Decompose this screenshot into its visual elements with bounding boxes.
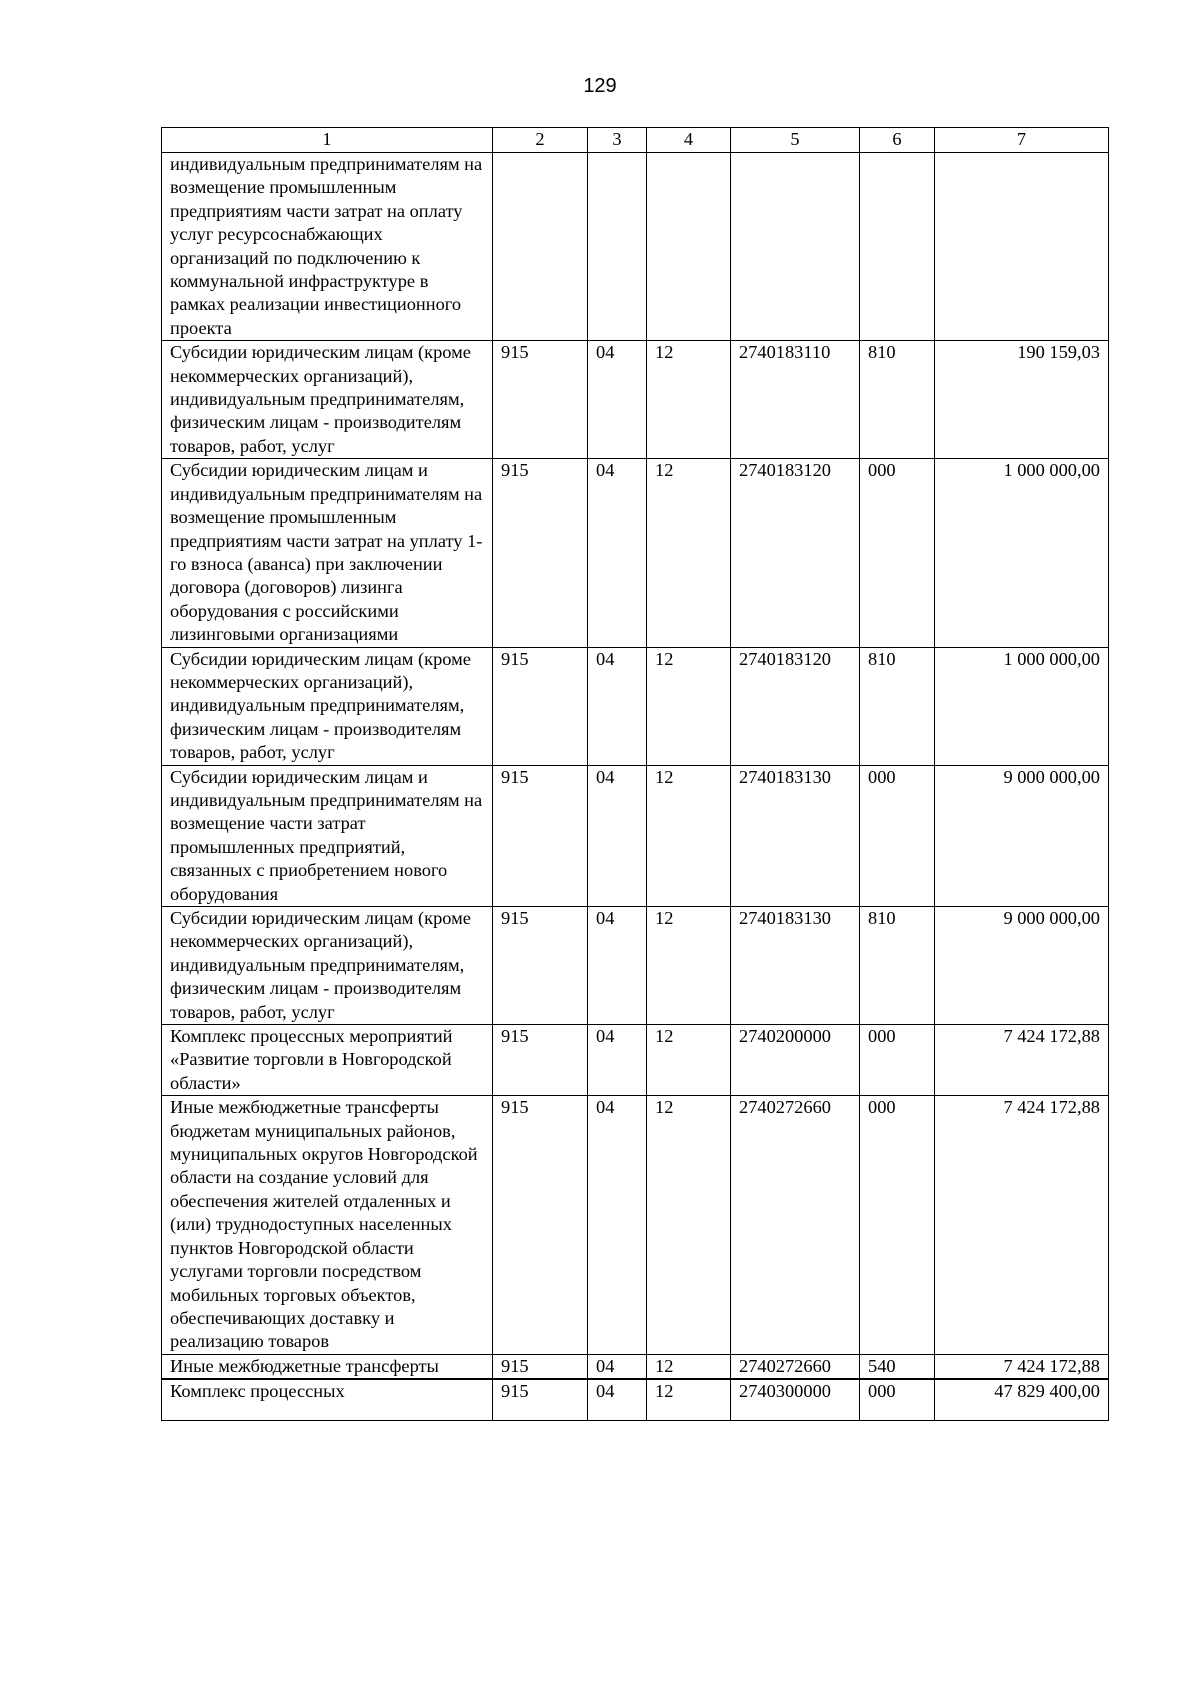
row-section-code: 04 [588,765,647,906]
table-row [162,1354,1109,1379]
row-expense-type: 810 [860,341,935,459]
row-expense-type: 000 [860,1025,935,1096]
table-row [162,1025,1109,1096]
row-section-code: 04 [588,647,647,765]
row-expense-type: 810 [860,907,935,1025]
row-target-code: 2740272660 [731,1096,860,1354]
row-section-code: 04 [588,1096,647,1354]
row-target-code: 2740183110 [731,341,860,459]
row-target-code: 2740183120 [731,647,860,765]
row-ministry-code: 915 [493,341,588,459]
row-subsection-code: 12 [647,1354,731,1379]
column-header-5: 5 [731,128,860,153]
row-expense-type [860,153,935,341]
row-amount: 7 424 172,88 [935,1025,1109,1096]
row-expense-type: 000 [860,1096,935,1354]
row-ministry-code: 915 [493,765,588,906]
table-row [162,1379,1109,1420]
row-name: Субсидии юридическим лицам и индивидуальным предпринимателям на возмещение части затрат промышленных предприятий, связанных с приобретением нового оборудования [162,765,493,906]
row-name: Комплекс процессных мероприятий «Развитие торговли в Новгородской области» [162,1025,493,1096]
row-name: Иные межбюджетные трансферты бюджетам муниципальных районов, муниципальных округов Новгородской области на создание условий для обеспечения жителей отдаленных и (или) труднодоступных населенных пунктов Новгородской области услугами торговли посредством мобильных торговых объектов, обеспечивающих доставку и реализацию товаров [162,1096,493,1354]
row-target-code: 2740300000 [731,1379,860,1420]
page-number: 129 [583,75,617,97]
row-target-code: 2740183130 [731,765,860,906]
row-subsection-code: 12 [647,907,731,1025]
row-amount: 1 000 000,00 [935,459,1109,647]
row-target-code: 2740183120 [731,459,860,647]
table-row [162,153,1109,341]
row-amount: 7 424 172,88 [935,1354,1109,1379]
row-target-code [731,153,860,341]
row-amount [935,153,1109,341]
row-name: Субсидии юридическим лицам (кроме некоммерческих организаций), индивидуальным предпринимателям, физическим лицам - производителям товаров, работ, услуг [162,907,493,1025]
table-row [162,459,1109,647]
row-name: Иные межбюджетные трансферты [162,1354,493,1379]
row-name: Субсидии юридическим лицам (кроме некоммерческих организаций), индивидуальным предпринимателям, физическим лицам - производителям товаров, работ, услуг [162,647,493,765]
row-amount: 190 159,03 [935,341,1109,459]
row-section-code: 04 [588,907,647,1025]
row-section-code: 04 [588,459,647,647]
row-subsection-code [647,153,731,341]
row-ministry-code: 915 [493,1354,588,1379]
row-subsection-code: 12 [647,647,731,765]
column-header-6: 6 [860,128,935,153]
row-ministry-code [493,153,588,341]
column-header-1: 1 [162,128,493,153]
row-subsection-code: 12 [647,1379,731,1420]
table-row [162,1096,1109,1354]
row-subsection-code: 12 [647,1025,731,1096]
row-name: индивидуальным предпринимателям на возмещение промышленным предприятиям части затрат на оплату услуг ресурсоснабжающих организаций по подключению к коммунальной инфраструктуре в рамках реализации инвестиционного проекта [162,153,493,341]
row-amount: 47 829 400,00 [935,1379,1109,1420]
row-target-code: 2740183130 [731,907,860,1025]
row-ministry-code: 915 [493,1096,588,1354]
row-section-code [588,153,647,341]
row-name: Субсидии юридическим лицам (кроме некоммерческих организаций), индивидуальным предпринимателям, физическим лицам - производителям товаров, работ, услуг [162,341,493,459]
row-ministry-code: 915 [493,907,588,1025]
column-header-2: 2 [493,128,588,153]
row-expense-type: 000 [860,459,935,647]
row-subsection-code: 12 [647,765,731,906]
row-subsection-code: 12 [647,459,731,647]
row-ministry-code: 915 [493,1379,588,1420]
row-expense-type: 540 [860,1354,935,1379]
column-header-7: 7 [935,128,1109,153]
budget-table [161,127,1109,1421]
row-section-code: 04 [588,341,647,459]
table-row [162,341,1109,459]
row-section-code: 04 [588,1354,647,1379]
row-ministry-code: 915 [493,647,588,765]
row-amount: 9 000 000,00 [935,765,1109,906]
table-row [162,765,1109,906]
row-name: Комплекс процессных [162,1379,493,1420]
row-name: Субсидии юридическим лицам и индивидуальным предпринимателям на возмещение промышленным предприятиям части затрат на уплату 1-го взноса (аванса) при заключении договора (договоров) лизинга оборудования с российскими лизинговыми организациями [162,459,493,647]
row-section-code: 04 [588,1025,647,1096]
row-ministry-code: 915 [493,459,588,647]
row-section-code: 04 [588,1379,647,1420]
row-expense-type: 000 [860,1379,935,1420]
row-target-code: 2740200000 [731,1025,860,1096]
row-amount: 7 424 172,88 [935,1096,1109,1354]
column-header-4: 4 [647,128,731,153]
row-target-code: 2740272660 [731,1354,860,1379]
row-expense-type: 810 [860,647,935,765]
row-subsection-code: 12 [647,1096,731,1354]
row-expense-type: 000 [860,765,935,906]
header-row [162,128,1109,153]
row-subsection-code: 12 [647,341,731,459]
row-ministry-code: 915 [493,1025,588,1096]
table-row [162,647,1109,765]
column-header-3: 3 [588,128,647,153]
table-row [162,907,1109,1025]
row-amount: 9 000 000,00 [935,907,1109,1025]
row-amount: 1 000 000,00 [935,647,1109,765]
